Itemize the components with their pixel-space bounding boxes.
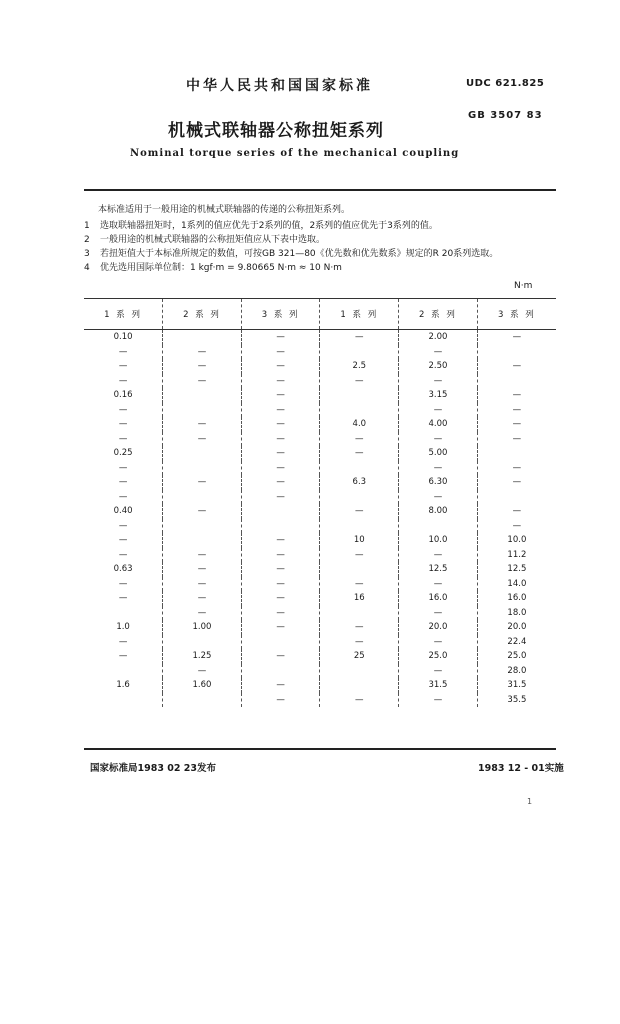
table-cell: 31.5 xyxy=(477,678,556,693)
table-cell: 5.00 xyxy=(399,446,478,461)
table-cell: 2.5 xyxy=(320,359,399,374)
table-row xyxy=(84,606,556,621)
item-number: 4 xyxy=(84,263,90,273)
table-cell: 1.6 xyxy=(116,680,130,691)
table-cell: — xyxy=(399,548,478,563)
table-cell xyxy=(84,693,163,708)
table-cell: — xyxy=(320,635,399,650)
table-cell: — xyxy=(477,359,556,374)
table-cell: 12.5 xyxy=(399,562,478,577)
table-cell: — xyxy=(477,330,556,345)
table-cell: — xyxy=(241,533,320,548)
table-row xyxy=(84,533,556,548)
table-cell: — xyxy=(241,606,320,621)
table-cell xyxy=(320,403,399,418)
intro-item xyxy=(84,261,498,275)
table-cell: 11.2 xyxy=(477,548,556,563)
intro-item xyxy=(84,233,498,247)
table-cell xyxy=(241,504,320,519)
table-cell: — xyxy=(399,403,478,418)
table-row xyxy=(84,432,556,447)
table-cell: 25 xyxy=(320,649,399,664)
intro-list xyxy=(84,219,498,275)
table-cell: 0.10 xyxy=(113,332,133,343)
table-cell: — xyxy=(241,649,320,664)
column-header: 1 系 列 xyxy=(320,299,399,330)
table-cell xyxy=(163,519,242,534)
table-cell xyxy=(477,374,556,389)
table-cell: — xyxy=(399,693,478,708)
table-cell: 25.0 xyxy=(399,649,478,664)
table-cell: — xyxy=(399,345,478,360)
table-cell: — xyxy=(118,477,128,488)
table-row xyxy=(84,388,556,403)
table-cell: 0.63 xyxy=(113,564,133,575)
table-cell: — xyxy=(118,651,128,662)
intro-item xyxy=(84,247,498,261)
table-cell: 1.00 xyxy=(163,620,242,635)
table-cell: — xyxy=(399,490,478,505)
table-cell xyxy=(163,461,242,476)
table-cell xyxy=(320,678,399,693)
table-cell: — xyxy=(241,388,320,403)
column-header: 3 系 列 xyxy=(241,299,320,330)
table-cell: — xyxy=(163,591,242,606)
table-cell: — xyxy=(163,475,242,490)
table-cell: — xyxy=(241,678,320,693)
table-cell: — xyxy=(320,330,399,345)
table-row xyxy=(84,504,556,519)
table-cell: — xyxy=(320,374,399,389)
table-cell: — xyxy=(118,549,128,560)
item-text: 一般用途的机械式联轴器的公称扭矩值应从下表中选取。 xyxy=(100,235,326,245)
issue-date: 国家标准局1983 02 23发布 xyxy=(90,763,216,774)
table-cell: 0.40 xyxy=(113,506,133,517)
top-divider xyxy=(84,189,556,191)
table-cell: — xyxy=(241,461,320,476)
table-cell: — xyxy=(477,432,556,447)
table-cell: 35.5 xyxy=(477,693,556,708)
table-cell: — xyxy=(163,664,242,679)
table-cell: — xyxy=(163,548,242,563)
table-cell: 16.0 xyxy=(399,591,478,606)
intro-paragraph: 本标准适用于一般用途的机械式联轴器的传递的公称扭矩系列。 xyxy=(98,205,351,215)
item-number: 2 xyxy=(84,235,90,245)
table-row xyxy=(84,649,556,664)
table-cell: — xyxy=(399,635,478,650)
table-row xyxy=(84,475,556,490)
table-cell xyxy=(84,664,163,679)
table-row xyxy=(84,591,556,606)
table-cell: — xyxy=(163,504,242,519)
table-cell: — xyxy=(118,419,128,430)
column-header: 2 系 列 xyxy=(163,299,242,330)
table-cell: — xyxy=(163,374,242,389)
table-cell: — xyxy=(320,548,399,563)
table-cell: 6.3 xyxy=(320,475,399,490)
table-cell: 12.5 xyxy=(477,562,556,577)
table-cell xyxy=(241,635,320,650)
table-cell xyxy=(163,635,242,650)
table-cell: — xyxy=(241,345,320,360)
table-cell: — xyxy=(241,591,320,606)
table-row xyxy=(84,461,556,476)
table-cell: 10 xyxy=(320,533,399,548)
table-cell: — xyxy=(477,504,556,519)
table-row xyxy=(84,330,556,345)
document-title: 机械式联轴器公称扭矩系列 xyxy=(168,121,384,141)
table-cell: 14.0 xyxy=(477,577,556,592)
table-cell xyxy=(163,490,242,505)
table-cell: 1.0 xyxy=(116,622,130,633)
table-row xyxy=(84,577,556,592)
item-text: 优先选用国际单位制：1 kgf·m = 9.80665 N·m ≈ 10 N·m xyxy=(100,263,342,273)
table-cell: — xyxy=(118,375,128,386)
table-cell: — xyxy=(399,374,478,389)
table-cell: 10.0 xyxy=(477,533,556,548)
table-row xyxy=(84,446,556,461)
table-header-row xyxy=(84,299,556,330)
table-row xyxy=(84,417,556,432)
table-cell: 6.30 xyxy=(399,475,478,490)
table-cell xyxy=(399,519,478,534)
table-cell: — xyxy=(399,577,478,592)
table-cell: — xyxy=(163,417,242,432)
table-cell xyxy=(320,664,399,679)
table-cell: — xyxy=(241,548,320,563)
table-cell: — xyxy=(118,404,128,415)
table-row xyxy=(84,664,556,679)
item-text: 选取联轴器扭矩时，1系列的值应优先于2系列的值，2系列的值应优先于3系列的值。 xyxy=(100,221,438,231)
table-row xyxy=(84,548,556,563)
table-cell xyxy=(163,446,242,461)
table-row xyxy=(84,359,556,374)
table-cell: — xyxy=(320,577,399,592)
table-cell: 8.00 xyxy=(399,504,478,519)
table-cell: — xyxy=(163,345,242,360)
table-cell xyxy=(320,345,399,360)
table-cell xyxy=(320,388,399,403)
table-cell: — xyxy=(163,432,242,447)
unit-label: N·m xyxy=(514,281,533,291)
table-cell: — xyxy=(163,606,242,621)
item-number: 3 xyxy=(84,249,90,259)
table-cell: 22.4 xyxy=(477,635,556,650)
table-cell xyxy=(241,519,320,534)
table-cell: — xyxy=(477,475,556,490)
table-cell: — xyxy=(320,446,399,461)
table-cell: 2.50 xyxy=(399,359,478,374)
table-row xyxy=(84,403,556,418)
table-cell: — xyxy=(399,664,478,679)
table-cell: — xyxy=(118,593,128,604)
column-header: 3 系 列 xyxy=(477,299,556,330)
udc-code: UDC 621.825 xyxy=(466,78,545,89)
table-cell: 0.25 xyxy=(113,448,133,459)
table-cell xyxy=(163,330,242,345)
table-cell: — xyxy=(477,519,556,534)
table-cell: — xyxy=(118,361,128,372)
table-cell: 31.5 xyxy=(399,678,478,693)
table-row xyxy=(84,678,556,693)
table-cell: 25.0 xyxy=(477,649,556,664)
table-cell xyxy=(163,533,242,548)
table-cell: 16 xyxy=(320,591,399,606)
table-cell xyxy=(163,403,242,418)
table-cell: 28.0 xyxy=(477,664,556,679)
table-cell: — xyxy=(118,535,128,546)
bottom-divider xyxy=(84,748,556,750)
table-cell: — xyxy=(118,578,128,589)
table-cell: — xyxy=(477,417,556,432)
table-cell: — xyxy=(241,562,320,577)
table-cell: 18.0 xyxy=(477,606,556,621)
item-text: 若扭矩值大于本标准所规定的数值，可按GB 321—80《优先数和优先数系》规定的R 20系列选取。 xyxy=(100,249,499,259)
column-header: 1 系 列 xyxy=(84,299,163,330)
table-cell: 4.0 xyxy=(320,417,399,432)
table-cell: 20.0 xyxy=(399,620,478,635)
table-cell: — xyxy=(477,403,556,418)
table-cell: — xyxy=(241,374,320,389)
table-cell xyxy=(477,345,556,360)
table-cell xyxy=(320,562,399,577)
table-cell: — xyxy=(118,491,128,502)
table-row xyxy=(84,562,556,577)
table-cell: 2.00 xyxy=(399,330,478,345)
table-cell: — xyxy=(320,504,399,519)
english-title: Nominal torque series of the mechanical coupling xyxy=(130,148,460,159)
intro-item xyxy=(84,219,498,233)
national-standard-label: 中华人民共和国国家标准 xyxy=(186,78,373,94)
table-cell xyxy=(320,461,399,476)
table-cell: — xyxy=(241,330,320,345)
table-cell: 16.0 xyxy=(477,591,556,606)
table-cell: — xyxy=(320,432,399,447)
table-cell: — xyxy=(241,417,320,432)
table-cell xyxy=(477,490,556,505)
column-header: 2 系 列 xyxy=(399,299,478,330)
table-cell xyxy=(320,606,399,621)
item-number: 1 xyxy=(84,221,90,231)
gb-number: GB 3507 83 xyxy=(468,110,543,121)
table-cell: 4.00 xyxy=(399,417,478,432)
table-cell: — xyxy=(320,620,399,635)
table-row xyxy=(84,620,556,635)
table-cell: — xyxy=(477,388,556,403)
table-cell: — xyxy=(477,461,556,476)
torque-series-table xyxy=(84,298,556,707)
table-cell xyxy=(477,446,556,461)
table-cell xyxy=(320,490,399,505)
table-cell xyxy=(163,388,242,403)
table-cell xyxy=(163,693,242,708)
table-cell: — xyxy=(241,490,320,505)
table-row xyxy=(84,374,556,389)
table-cell: 1.25 xyxy=(163,649,242,664)
table-cell: — xyxy=(399,461,478,476)
table-cell: — xyxy=(241,403,320,418)
table-cell: — xyxy=(241,577,320,592)
table-cell: — xyxy=(241,620,320,635)
table-cell: — xyxy=(118,462,128,473)
table-cell xyxy=(241,664,320,679)
table-cell: — xyxy=(241,446,320,461)
page-number: 1 xyxy=(527,797,533,806)
table-cell: — xyxy=(163,577,242,592)
table-cell: 0.16 xyxy=(113,390,133,401)
table-row xyxy=(84,693,556,708)
table-cell: — xyxy=(163,359,242,374)
table-cell xyxy=(320,519,399,534)
table-row xyxy=(84,519,556,534)
table-row xyxy=(84,345,556,360)
table-cell: — xyxy=(118,346,128,357)
table-cell: — xyxy=(241,693,320,708)
table-cell: 1.60 xyxy=(163,678,242,693)
table-cell: — xyxy=(163,562,242,577)
table-cell: — xyxy=(241,432,320,447)
table-cell: — xyxy=(241,475,320,490)
table-cell: — xyxy=(399,432,478,447)
table-row xyxy=(84,635,556,650)
table-cell: 20.0 xyxy=(477,620,556,635)
table-cell: — xyxy=(399,606,478,621)
table-row xyxy=(84,490,556,505)
table-cell: — xyxy=(118,636,128,647)
table-cell: — xyxy=(118,433,128,444)
table-cell: — xyxy=(241,359,320,374)
table-cell: 3.15 xyxy=(399,388,478,403)
table-cell: — xyxy=(320,693,399,708)
table-cell xyxy=(84,606,163,621)
table-body xyxy=(84,330,556,708)
table-cell: — xyxy=(118,520,128,531)
effective-date: 1983 12 - 01实施 xyxy=(478,763,564,774)
table-cell: 10.0 xyxy=(399,533,478,548)
